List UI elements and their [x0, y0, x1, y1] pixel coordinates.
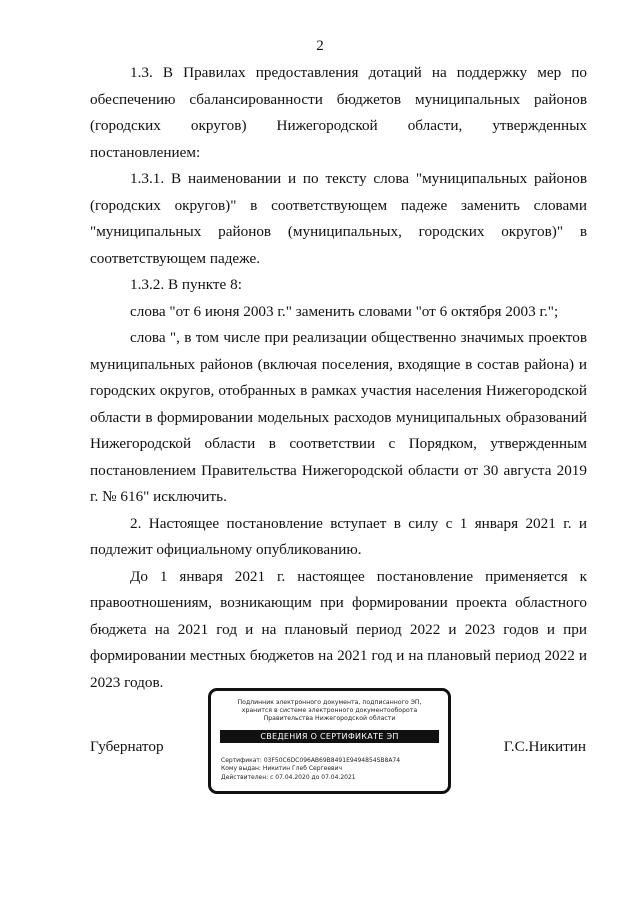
stamp-details — [221, 757, 400, 782]
stamp-header-line: Правительства Нижегородской области — [263, 715, 396, 722]
page-number: 2 — [316, 38, 324, 54]
stamp-header-line: хранится в системе электронного документооборота — [241, 707, 418, 714]
stamp-certificate: Сертификат: 03F50C6DC096AB69B8491E9494854SB8A74 — [221, 757, 401, 764]
stamp-title-bar: СВЕДЕНИЯ О СЕРТИФИКАТЕ ЭП — [220, 730, 439, 743]
stamp-header-line: Подлинник электронного документа, подписанного ЭП, — [237, 699, 422, 706]
signer-position: Губернатор — [90, 738, 164, 755]
paragraph-replace-date: слова "от 6 июня 2003 г." заменить словами "от 6 октября 2003 г."; — [130, 302, 559, 320]
paragraph-1-3: 1.3. В Правилах предоставления дотаций на поддержку мер по обеспечению сбалансированности бюджетов муниципальных районов (городских округов) Нижегородской области, утвержденных постановлением: — [90, 64, 587, 161]
document-body — [90, 60, 587, 696]
paragraph-applicability: До 1 января 2021 г. настоящее постановление применяется к правоотношениям, возникающим при формировании проекта областного бюджета на 2021 год и на плановый период 2022 и 2023 годов и при формировании местных бюджетов на 2021 год и на плановый период 2022 и 2023 годов. — [90, 567, 587, 691]
signer-name: Г.С.Никитин — [503, 738, 586, 755]
electronic-signature-stamp — [208, 688, 451, 794]
paragraph-2-effective: 2. Настоящее постановление вступает в силу с 1 января 2021 г. и подлежит официальному опубликованию. — [90, 514, 587, 558]
paragraph-exclude-words: слова ", в том числе при реализации общественно значимых проектов муниципальных районов (включая поселения, входящие в состав района) и городских округов, отобранных в рамках участия населения Нижегородской области в формировании модельных расходов муниципальных образований Нижегородской области в соответствии с Порядком, утвержденным постановлением Правительства Нижегородской области от 30 августа 2019 г. № 616" исключить. — [90, 329, 587, 505]
stamp-header — [211, 699, 448, 723]
paragraph-1-3-1: 1.3.1. В наименовании и по тексту слова "муниципальных районов (городских округов)" в соответствующем падеже заменить словами "муниципальных районов (муниципальных, городских округов)" в соответствующем падеже. — [90, 170, 587, 267]
paragraph-1-3-2: 1.3.2. В пункте 8: — [130, 276, 242, 293]
stamp-issued-to: Кому выдан: Никитин Глеб Сергеевич — [221, 765, 343, 773]
stamp-validity: Действителен: с 07.04.2020 до 07.04.2021 — [221, 773, 356, 781]
